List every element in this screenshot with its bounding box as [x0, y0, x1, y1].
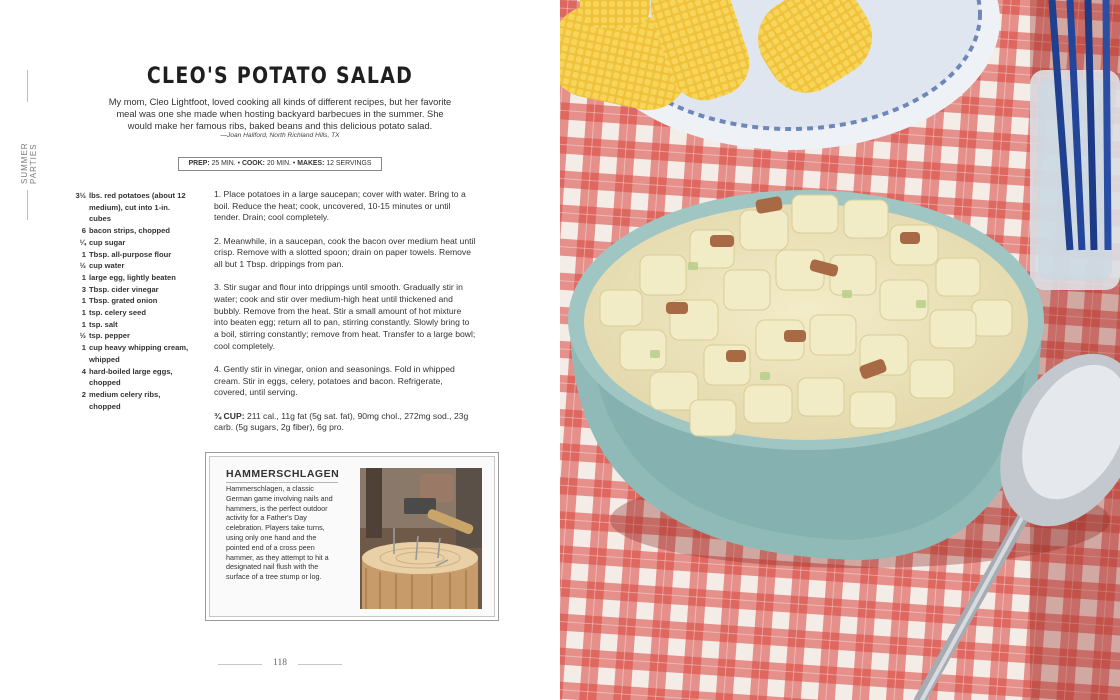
potato-salad-photo-art [560, 0, 1120, 700]
sidebar-frame [209, 456, 495, 617]
ingredient-item [50, 237, 190, 249]
side-rule [27, 70, 28, 102]
makes-value: 12 SERVINGS [326, 160, 372, 167]
ingredient-qty: 3½ [75, 191, 86, 200]
ingredient-qty: 1 [81, 319, 86, 329]
ingredient-item [50, 249, 190, 261]
ingredient-qty: ½ [79, 261, 86, 271]
hammer-stump-illustration [360, 468, 482, 609]
ingredient-item [50, 330, 190, 342]
nutrition-label: ¾ CUP: [214, 410, 245, 421]
folio-rule [298, 664, 342, 665]
potato-salad-photo [560, 0, 1120, 700]
recipe-credit: —Joan Hallford, North Richland Hills, TX [220, 132, 340, 139]
ingredient-qty: 6 [81, 226, 86, 236]
ingredient-text: medium celery ribs, chopped [89, 389, 161, 411]
cook-value: 20 MIN. [266, 160, 291, 167]
direction-step: 2. Meanwhile, in a saucepan, cook the bacon over medium heat until crisp. Remove with a slotted spoon; drain on paper towels. Remove all but 1 Tbsp. drippings from pan. [214, 235, 476, 270]
ingredient-item [50, 260, 190, 272]
section-label: SUMMER PARTIES [20, 142, 38, 184]
side-rule [27, 190, 28, 220]
nutrition-facts [214, 411, 476, 434]
hammerschlagen-sidebar [205, 452, 499, 621]
ingredient-text: tsp. salt [89, 319, 118, 329]
ingredient-qty: 4 [81, 366, 86, 376]
prep-label: PREP: [188, 160, 210, 167]
ingredient-text: tsp. celery seed [89, 308, 146, 318]
timing-box [178, 157, 382, 171]
hammer-stump-photo [360, 468, 482, 609]
cook-label: COOK: [241, 160, 265, 167]
ingredient-list [50, 190, 190, 412]
ingredient-qty: 1 [81, 308, 86, 318]
nutrition-text: 211 cal., 11g fat (5g sat. fat), 90mg chol., 272mg sod., 23g carb. (5g sugars, 2g fiber), 6g pro. [214, 410, 469, 433]
ingredient-text: large egg, lightly beaten [89, 272, 176, 282]
ingredient-qty: 1 [81, 249, 86, 259]
folio-rule [218, 664, 262, 665]
direction-step: 4. Gently stir in vinegar, onion and seasonings. Fold in whipped cream. Stir in eggs, celery, potatoes and bacon. Refrigerate, covered, until serving. [214, 363, 455, 398]
ingredient-item [50, 342, 190, 365]
ingredient-item [50, 272, 190, 284]
timing-separator: • [237, 160, 241, 167]
makes-label: MAKES: [297, 160, 325, 167]
timing-separator: • [292, 160, 296, 167]
direction-step: 3. Stir sugar and flour into drippings until smooth. Gradually stir in water; cook and stir over medium-high heat until thickened and bubbly. Remove from the heat. Stir a small amount of hot mixture into beaten egg; return all to pan, stirring constantly. Slowly bring to a boil, stirring constantly; remove from heat. Transfer to a large bowl; cool completely. [214, 282, 476, 351]
ingredient-item [50, 366, 190, 389]
page-number: 118 [273, 658, 287, 668]
ingredient-text: tsp. pepper [89, 331, 130, 341]
ingredient-item [50, 319, 190, 331]
ingredient-qty: 1 [81, 343, 86, 353]
ingredient-text: Tbsp. cider vinegar [89, 284, 159, 294]
prep-value: 25 MIN. [211, 160, 236, 167]
recipe-intro: My mom, Cleo Lightfoot, loved cooking all kinds of different recipes, but her favorite meal was one she made when hosting backyard barbecues in the summer. She would make her famous ribs, baked beans and this delicious potato salad. [108, 97, 452, 131]
ingredient-qty: ½ [79, 331, 86, 341]
ingredient-text: cup sugar [89, 237, 126, 247]
ingredient-qty: 1 [81, 272, 86, 282]
ingredient-text: bacon strips, chopped [89, 226, 171, 236]
sidebar-body: Hammerschlagen, a classic German game involving nails and hammers, is the perfect outdoor activity for a Father's Day celebration. Players take turns, using only one hand and the pointed end of a cross peen hammer, as they attempt to hit a designated nail flush with the surface of a tree stump or log. [226, 484, 333, 582]
ingredient-item [50, 389, 190, 412]
ingredient-item [50, 190, 190, 225]
ingredient-item [50, 295, 190, 307]
ingredient-qty: ¼ [79, 237, 86, 247]
sidebar-title-rule [226, 482, 338, 483]
direction-step: 1. Place potatoes in a large saucepan; cover with water. Bring to a boil. Reduce the heat; cook, uncovered, 10-15 minutes or until tender. Drain; cool completely. [214, 189, 466, 223]
sidebar-title: HAMMERSCHLAGEN [226, 468, 340, 480]
ingredient-item [50, 307, 190, 319]
ingredient-item [50, 225, 190, 237]
ingredient-text: cup water [89, 261, 125, 271]
ingredient-text: cup heavy whipping cream, whipped [89, 343, 189, 364]
ingredient-text: hard-boiled large eggs, chopped [89, 366, 173, 388]
ingredient-qty: 3 [81, 284, 86, 294]
ingredient-item [50, 284, 190, 296]
ingredient-text: Tbsp. all-purpose flour [89, 249, 172, 259]
ingredient-qty: 1 [81, 296, 86, 306]
ingredient-qty: 2 [81, 389, 86, 399]
ingredient-text: lbs. red potatoes (about 12 medium), cut into 1-in. cubes [89, 191, 186, 224]
recipe-title: CLEO'S POTATO SALAD [146, 64, 414, 89]
ingredient-text: Tbsp. grated onion [89, 296, 158, 306]
recipe-directions [214, 189, 476, 443]
